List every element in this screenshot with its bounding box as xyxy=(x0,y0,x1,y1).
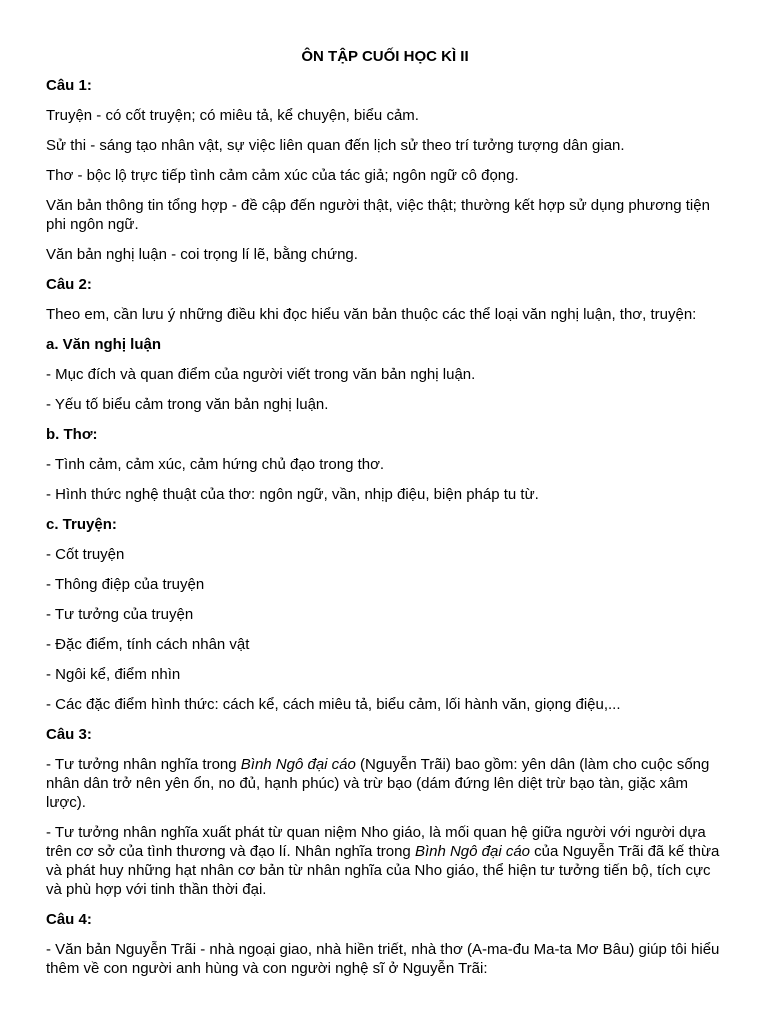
work-title-italic: Bình Ngô đại cáo xyxy=(414,843,531,860)
document-title: ÔN TẬP CUỐI HỌC KÌ II xyxy=(301,48,469,65)
section-c-item: - Các đặc điểm hình thức: cách kể, cách miêu tả, biểu cảm, lối hành văn, giọng điệu,... xyxy=(46,696,621,713)
question-2-intro: Theo em, cần lưu ý những điều khi đọc hiểu văn bản thuộc các thể loại văn nghị luận, thơ, truyện: xyxy=(46,306,697,323)
question-3-paragraph-2 xyxy=(46,823,724,899)
question-4-paragraph: - Văn bản Nguyễn Trãi - nhà ngoại giao, nhà hiền triết, nhà thơ (A-ma-đu Ma-ta Mơ Bâu) giúp tôi hiểu thêm về con người anh hùng và con người nghệ sĩ ở Nguyễn Trãi: xyxy=(46,941,720,977)
section-b-item: - Tình cảm, cảm xúc, cảm hứng chủ đạo trong thơ. xyxy=(46,456,385,473)
section-c-heading: c. Truyện: xyxy=(46,516,117,533)
section-c-item: - Ngôi kể, điểm nhìn xyxy=(46,666,181,683)
text-run: - Tư tưởng nhân nghĩa trong xyxy=(46,756,241,773)
section-a-item: - Yếu tố biểu cảm trong văn bản nghị luận. xyxy=(46,396,329,413)
work-title-italic: Bình Ngô đại cáo xyxy=(240,756,356,773)
question-1-paragraph: Văn bản nghị luận - coi trọng lí lẽ, bằng chứng. xyxy=(46,246,358,263)
question-1-heading: Câu 1: xyxy=(46,77,92,94)
question-1-paragraph: Truyện - có cốt truyện; có miêu tả, kể chuyện, biểu cảm. xyxy=(46,107,419,124)
section-c-item: - Tư tưởng của truyện xyxy=(46,606,194,623)
question-3-paragraph-1 xyxy=(46,755,724,812)
question-3-heading: Câu 3: xyxy=(46,726,92,743)
question-4-heading: Câu 4: xyxy=(46,911,92,928)
text-run: của Nguyễn Trãi đã kế thừa và phát huy những hạt nhân cơ bản từ nhân nghĩa của Nho giáo, thể hiện tư tưởng tiến bộ, tích cực và phù hợp với tinh thần thời đại. xyxy=(46,843,720,898)
section-a-item: - Mục đích và quan điểm của người viết trong văn bản nghị luận. xyxy=(46,366,476,383)
section-c-item: - Đặc điểm, tính cách nhân vật xyxy=(46,636,250,653)
question-1-paragraph: Sử thi - sáng tạo nhân vật, sự việc liên quan đến lịch sử theo trí tưởng tượng dân gian. xyxy=(46,137,625,154)
section-b-item: - Hình thức nghệ thuật của thơ: ngôn ngữ, vần, nhịp điệu, biện pháp tu từ. xyxy=(46,486,539,503)
section-c-item: - Thông điệp của truyện xyxy=(46,576,205,593)
section-c-item: - Cốt truyện xyxy=(46,546,125,563)
question-2-heading: Câu 2: xyxy=(46,276,92,293)
question-1-paragraph: Thơ - bộc lộ trực tiếp tình cảm cảm xúc của tác giả; ngôn ngữ cô đọng. xyxy=(46,167,519,184)
section-a-heading: a. Văn nghị luận xyxy=(46,336,162,353)
section-b-heading: b. Thơ: xyxy=(46,426,98,443)
text-run: - Tư tưởng nhân nghĩa xuất phát từ quan niệm Nho giáo, là mối quan hệ giữa người với người dựa trên cơ sở của tình thương và đạo lí. Nhân nghĩa trong xyxy=(46,824,706,860)
text-run: (Nguyễn Trãi) bao gồm: yên dân (làm cho cuộc sống nhân dân trở nên yên ổn, no đủ, hạnh phúc) và trừ bạo (dám đứng lên diệt trừ bạo tàn, giặc xâm lược). xyxy=(46,756,710,811)
question-1-paragraph: Văn bản thông tin tổng hợp - đề cập đến người thật, việc thật; thường kết hợp sử dụng phương tiện phi ngôn ngữ. xyxy=(46,197,710,233)
